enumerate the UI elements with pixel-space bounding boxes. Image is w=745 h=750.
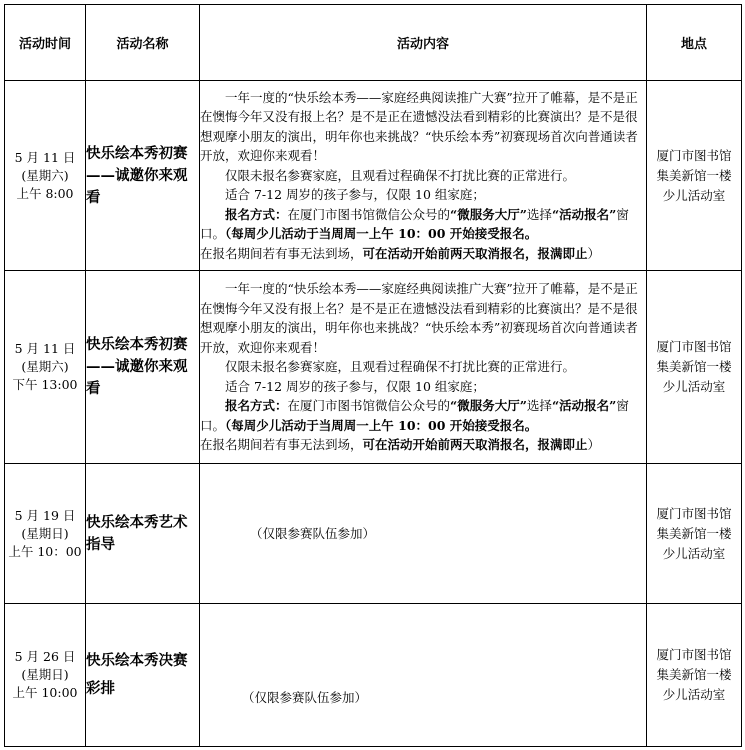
activity-location-cell <box>647 604 742 747</box>
activity-weekday: (星期日) <box>21 667 69 682</box>
activity-date: 5 月 11 日 <box>14 149 76 165</box>
activity-name: 快乐绘本秀决赛彩排 <box>86 604 200 747</box>
table-header-row <box>5 5 742 81</box>
location-line: 厦门市图书馆 <box>656 147 732 163</box>
location-line: 厦门市图书馆 <box>656 505 732 521</box>
activity-weekday: (星期六) <box>21 167 69 183</box>
location-line: 少儿活动室 <box>662 187 726 203</box>
content-signup <box>200 396 646 435</box>
signup-hall: “微服务大厅” <box>450 398 527 414</box>
table-row <box>5 464 742 604</box>
content-limit: 仅限未报名参赛家庭，且观看过程确保不打扰比赛的正常进行。 <box>225 167 576 183</box>
activity-content-cell <box>200 464 647 604</box>
activity-content-cell <box>200 81 647 271</box>
activity-time-cell <box>5 271 86 464</box>
activity-clock-time: 上午 10:00 <box>12 685 78 700</box>
signup-schedule: （每周少儿活动于当周周一上午 10：00 开始接受报名。 <box>225 226 538 242</box>
content-intro: 一年一度的“快乐绘本秀——家庭经典阅读推广大赛”拉开了帷幕，是不是正在懊悔今年又没有报上名？是不是正在遗憾没法看到精彩的比赛演出？是不是很想观摩小朋友的演出，明年你也来挑战？“快乐绘本秀”初赛现场首次向普通读者开放，欢迎你来观看！ <box>200 281 638 355</box>
cancel-policy: 可在活动开始前两天取消报名，报满即止 <box>362 437 588 453</box>
cancel-text: 在报名期间若有事无法到场， <box>200 245 363 261</box>
activity-clock-time: 上午 8:00 <box>16 185 74 201</box>
location-line: 少儿活动室 <box>662 545 726 561</box>
activity-time-cell <box>5 604 86 747</box>
activity-time-cell <box>5 464 86 604</box>
activity-clock-time: 下午 13:00 <box>12 377 78 392</box>
cancel-policy: 可在活动开始前两天取消报名，报满即止 <box>362 245 588 261</box>
participation-note: （仅限参赛队伍参加） <box>250 525 376 541</box>
location-line: 厦门市图书馆 <box>656 339 732 354</box>
signup-text: 窗口。 <box>200 398 629 433</box>
signup-window: “活动报名” <box>551 206 617 222</box>
signup-label: 报名方式： <box>225 206 288 222</box>
cancel-end: ） <box>587 245 601 261</box>
activity-location-cell <box>647 81 742 271</box>
activity-location-cell <box>647 271 742 464</box>
header-name: 活动名称 <box>86 5 200 81</box>
signup-hall: “微服务大厅” <box>450 206 527 222</box>
activity-clock-time: 上午 10：00 <box>8 543 82 559</box>
content-cancel <box>200 435 646 455</box>
participation-note: （仅限参赛队伍参加） <box>242 690 368 706</box>
activity-name: 快乐绘本秀初赛——诚邀你来观看 <box>86 271 200 464</box>
location-line: 少儿活动室 <box>662 687 726 702</box>
location-line: 集美新馆一楼 <box>656 167 732 183</box>
activity-weekday: (星期六) <box>21 359 69 374</box>
content-age: 适合 7-12 周岁的孩子参与，仅限 10 组家庭； <box>225 187 485 203</box>
content-cancel <box>200 244 646 264</box>
activity-date: 5 月 19 日 <box>14 507 76 523</box>
activity-content-cell <box>200 604 647 747</box>
activity-name: 快乐绘本秀初赛——诚邀你来观看 <box>86 81 200 271</box>
location-line: 少儿活动室 <box>662 379 726 394</box>
activity-name: 快乐绘本秀艺术指导 <box>86 464 200 604</box>
activity-weekday: (星期日) <box>21 525 69 541</box>
content-signup <box>200 205 646 244</box>
signup-label: 报名方式： <box>225 398 288 414</box>
signup-text: 在厦门市图书馆微信公众号的 <box>287 206 451 222</box>
activity-date: 5 月 26 日 <box>14 649 76 664</box>
content-age: 适合 7-12 周岁的孩子参与，仅限 10 组家庭； <box>225 378 485 394</box>
header-location: 地点 <box>647 5 742 81</box>
activity-location-cell <box>647 464 742 604</box>
location-line: 集美新馆一楼 <box>656 359 732 374</box>
header-content: 活动内容 <box>200 5 647 81</box>
header-time: 活动时间 <box>5 5 86 81</box>
cancel-end: ） <box>587 437 601 453</box>
table-row <box>5 604 742 747</box>
activity-time-cell <box>5 81 86 271</box>
signup-text: 窗口。 <box>200 206 629 242</box>
activity-date: 5 月 11 日 <box>14 341 76 356</box>
signup-window: “活动报名” <box>551 398 617 414</box>
table-row <box>5 81 742 271</box>
signup-text: 选择 <box>526 206 552 222</box>
activity-content-cell <box>200 271 647 464</box>
cancel-text: 在报名期间若有事无法到场， <box>200 437 363 453</box>
location-line: 厦门市图书馆 <box>656 647 732 662</box>
signup-text: 在厦门市图书馆微信公众号的 <box>287 398 451 414</box>
signup-text: 选择 <box>526 398 552 414</box>
activity-schedule-table <box>4 4 742 747</box>
table-row <box>5 271 742 464</box>
content-intro: 一年一度的“快乐绘本秀——家庭经典阅读推广大赛”拉开了帷幕，是不是正在懊悔今年又没有报上名？是不是正在遗憾没法看到精彩的比赛演出？是不是很想观摩小朋友的演出，明年你也来挑战？“快乐绘本秀”初赛现场首次向普通读者开放，欢迎你来观看！ <box>200 89 638 164</box>
signup-schedule: （每周少儿活动于当周周一上午 10：00 开始接受报名。 <box>225 417 538 433</box>
location-line: 集美新馆一楼 <box>656 667 732 682</box>
location-line: 集美新馆一楼 <box>656 525 732 541</box>
content-limit: 仅限未报名参赛家庭，且观看过程确保不打扰比赛的正常进行。 <box>225 359 576 375</box>
